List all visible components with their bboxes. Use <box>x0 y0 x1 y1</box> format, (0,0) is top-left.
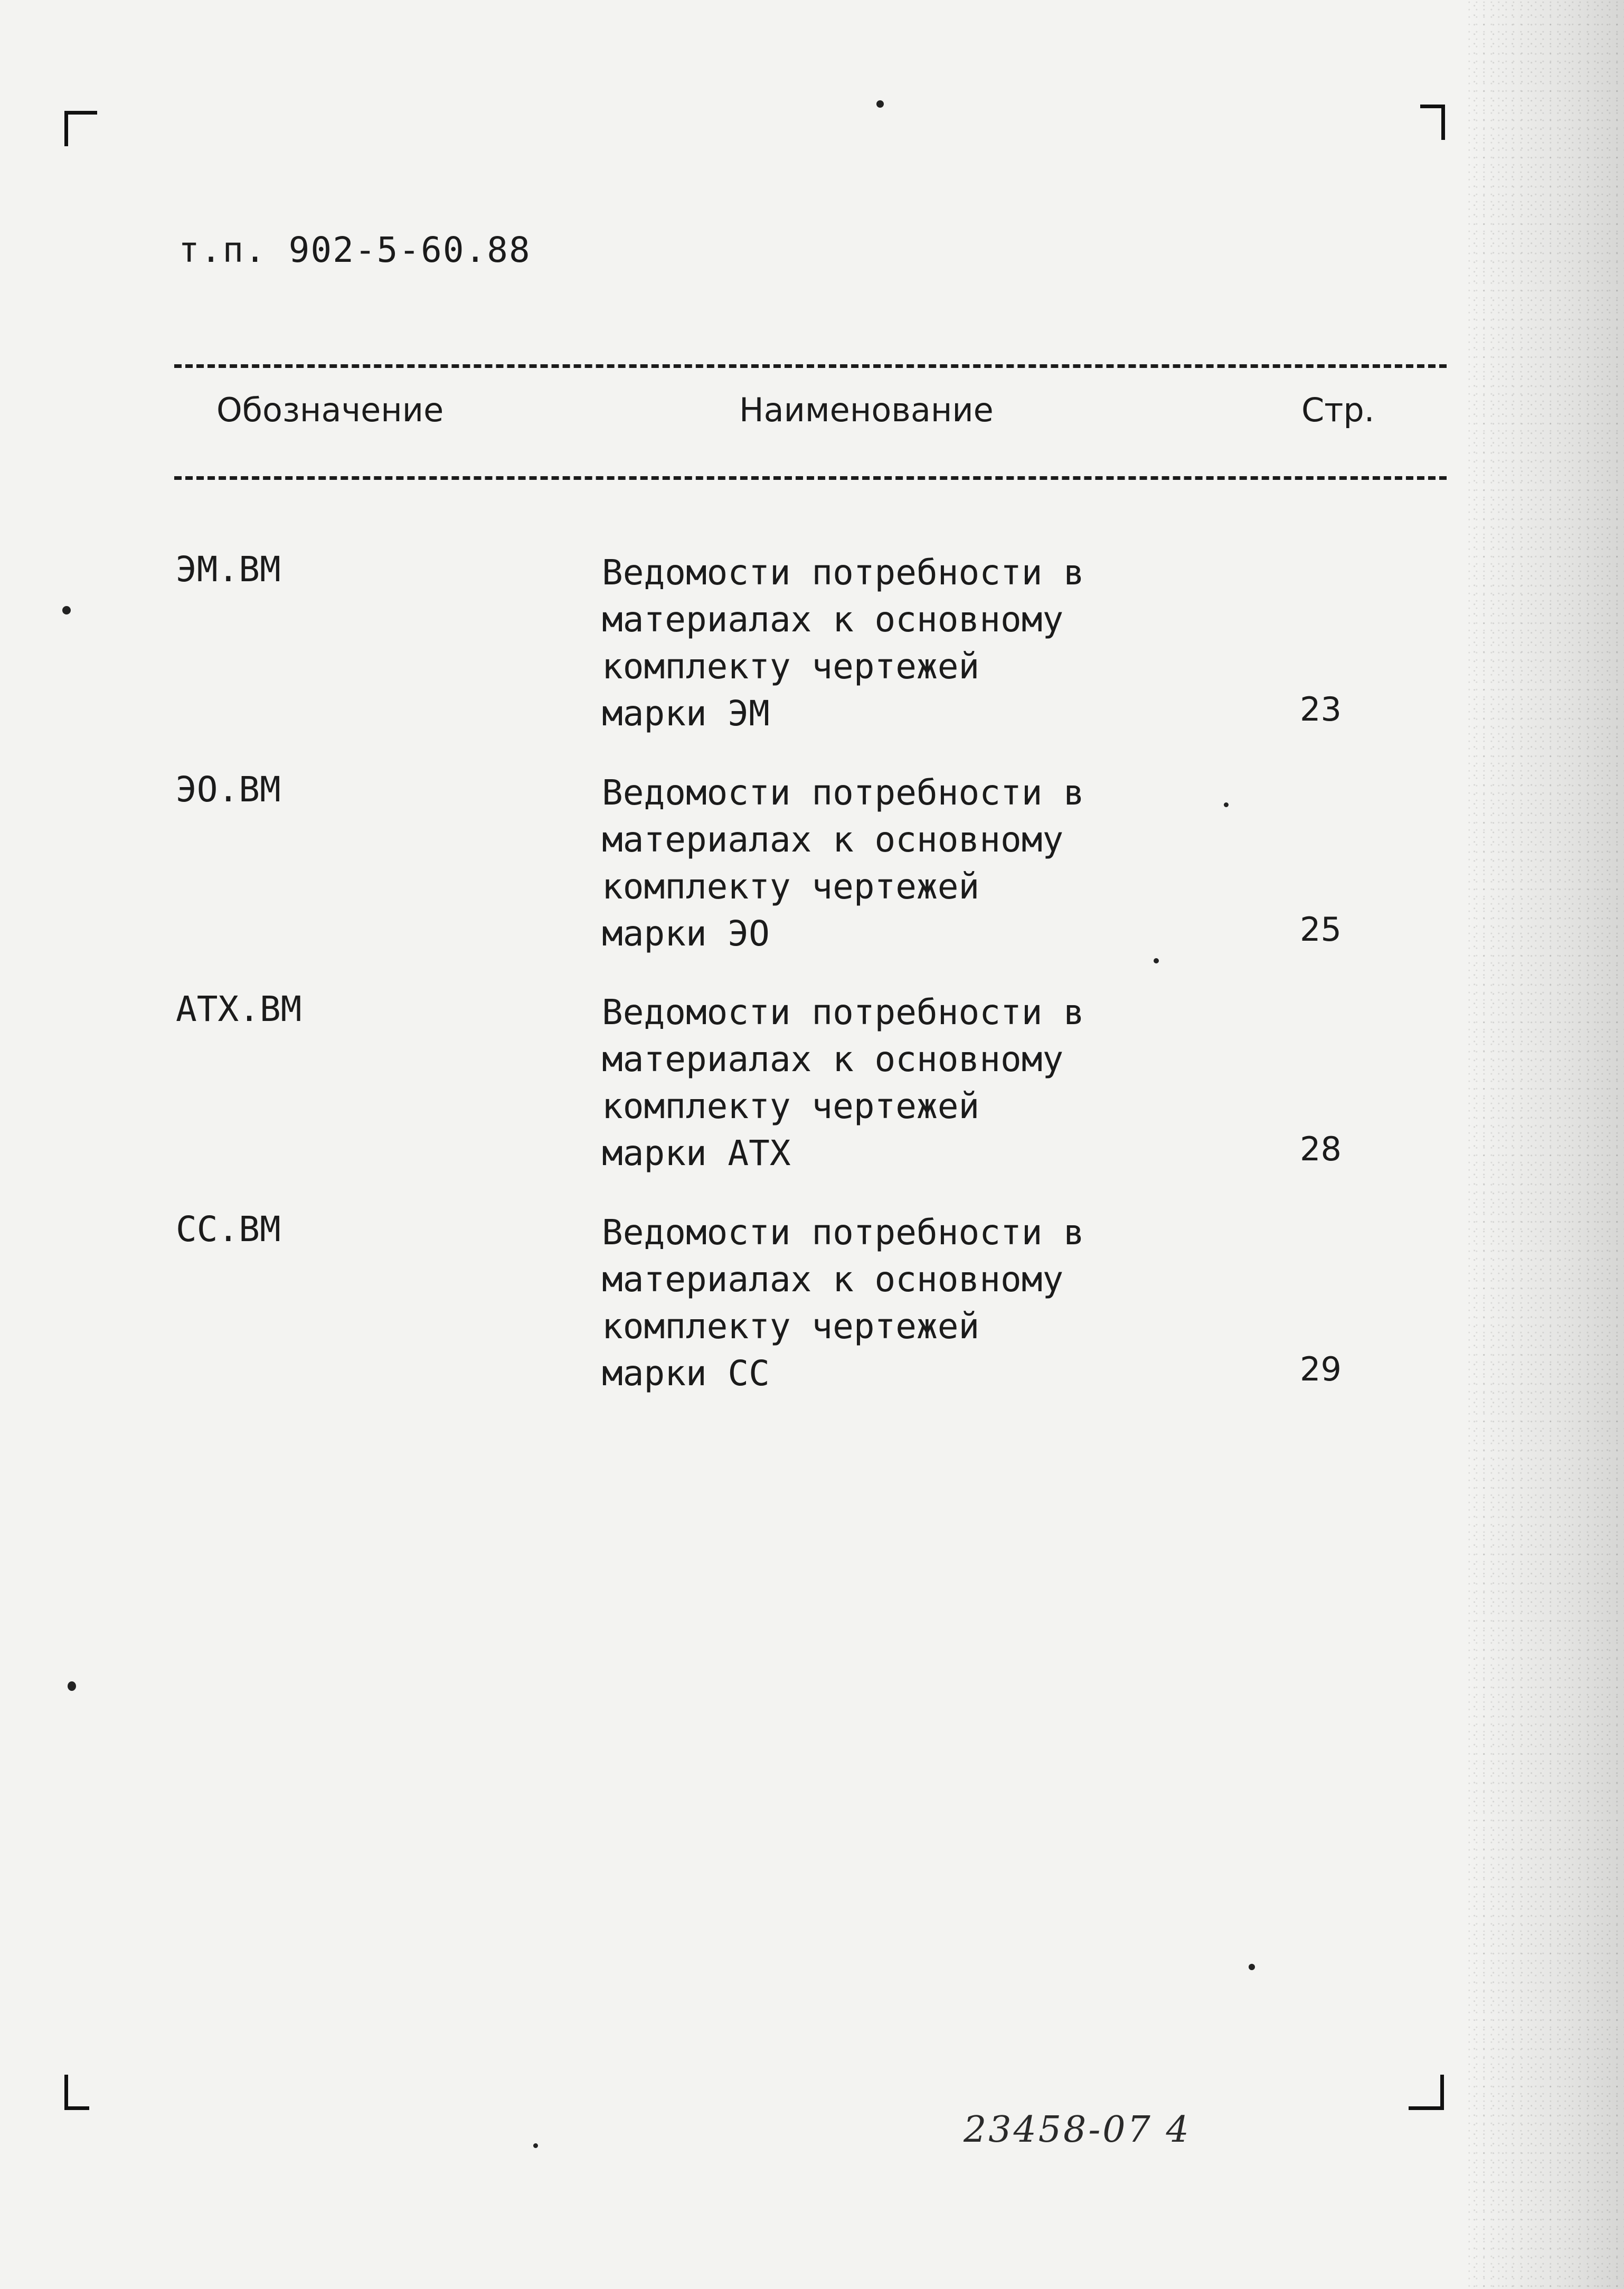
row-name-line: комплекту чертежей <box>602 866 980 907</box>
corner-mark-bottom-left <box>64 2075 89 2110</box>
corner-mark-top-left <box>64 111 97 146</box>
row-name <box>602 549 1130 737</box>
row-name-line: Ведомости потребности в <box>602 992 1084 1033</box>
header-page: Стр. <box>1301 391 1375 429</box>
row-designation: СС.ВМ <box>176 1209 281 1250</box>
header-designation: Обозначение <box>216 391 444 429</box>
corner-mark-bottom-right <box>1409 2075 1444 2110</box>
table-row <box>0 769 1624 980</box>
scan-speck <box>1249 1964 1255 1970</box>
row-name <box>602 1209 1130 1397</box>
scan-speck <box>62 606 71 614</box>
header-name: Наименование <box>739 391 994 429</box>
row-name-line: марки СС <box>602 1353 770 1394</box>
row-name-line: комплекту чертежей <box>602 1306 980 1347</box>
row-name-line: Ведомости потребности в <box>602 772 1084 813</box>
row-designation: АТХ.ВМ <box>176 989 302 1029</box>
row-name-line: Ведомости потребности в <box>602 552 1084 593</box>
row-name-line: материалах к основному <box>602 819 1064 860</box>
row-designation: ЭМ.ВМ <box>176 549 281 590</box>
row-name-line: марки ЭО <box>602 913 770 954</box>
table-row <box>0 989 1624 1200</box>
row-name-line: материалах к основному <box>602 1259 1064 1300</box>
scan-speck <box>1224 802 1229 807</box>
table-header-bottom-rule <box>174 476 1447 480</box>
row-name-line: материалах к основному <box>602 1039 1064 1080</box>
scan-speck <box>533 2143 538 2148</box>
table-header-top-rule <box>174 364 1447 368</box>
table-row <box>0 1209 1624 1420</box>
scan-speck <box>1154 958 1159 963</box>
table-row <box>0 549 1624 760</box>
handwritten-archive-number: 23458-07 4 <box>964 2109 1191 2151</box>
row-page-number: 25 <box>1300 910 1342 949</box>
row-page-number: 23 <box>1300 690 1342 729</box>
row-designation: ЭО.ВМ <box>176 769 281 810</box>
row-page-number: 28 <box>1300 1130 1342 1168</box>
row-name-line: материалах к основному <box>602 599 1064 640</box>
corner-mark-top-right <box>1420 105 1445 140</box>
row-name-line: марки ЭМ <box>602 693 770 734</box>
row-name-line: комплекту чертежей <box>602 1086 980 1127</box>
row-name-line: марки АТХ <box>602 1133 791 1174</box>
document-code: т.п. 902-5-60.88 <box>178 230 531 270</box>
scan-speck <box>68 1681 76 1691</box>
row-name-line: комплекту чертежей <box>602 646 980 687</box>
row-name-line: Ведомости потребности в <box>602 1212 1084 1253</box>
row-page-number: 29 <box>1300 1350 1342 1388</box>
row-name <box>602 769 1130 957</box>
row-name <box>602 989 1130 1177</box>
scan-speck <box>876 100 884 108</box>
